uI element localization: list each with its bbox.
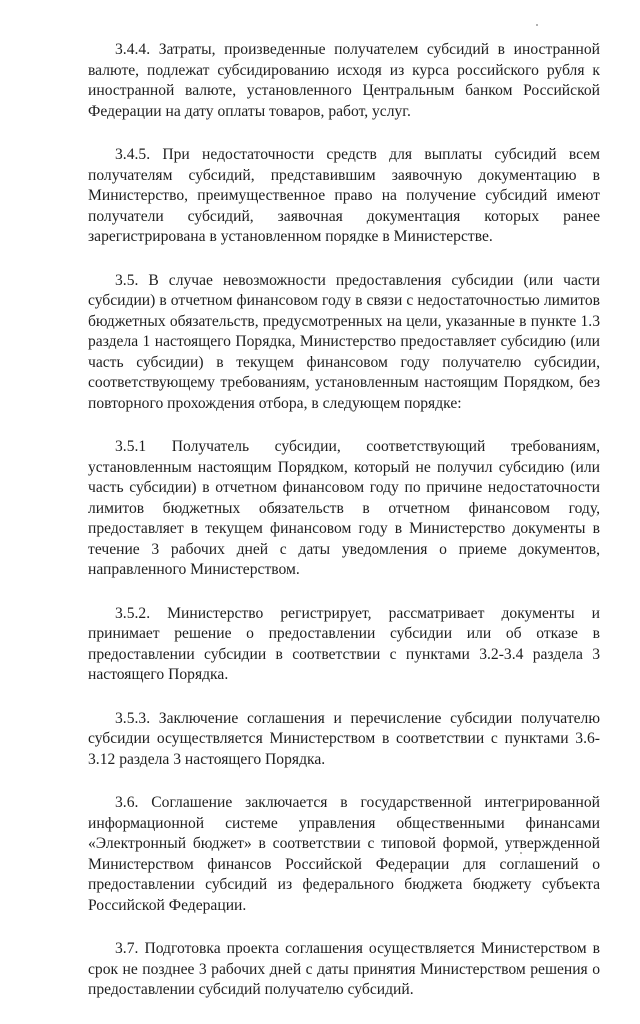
- paragraph-3-7: 3.7. Подготовка проекта соглашения осуществляется Министерством в срок не позднее 3 рабочих дней с даты принятия Министерством решения о предоставлении субсидий получателю субсидий.: [88, 940, 600, 998]
- scan-speck: [520, 852, 522, 854]
- paragraph-3-4-4: 3.4.4. Затраты, произведенные получателем субсидий в иностранной валюте, подлежат субсидированию исходя из курса российского рубля к иностранной валюте, установленного Центральным банком Российской Федерации на дату оплаты товаров, работ, услуг.: [88, 41, 600, 120]
- paragraph-3-4-5: 3.4.5. При недостаточности средств для выплаты субсидий всем получателям субсидий, представившим заявочную документацию в Министерство, преимущественное право на получение субсидий имеют получатели субсидий, заявочная документация которых ранее зарегистрирована в установленном порядке в Министерстве.: [88, 146, 600, 245]
- paragraph-3-5-3: 3.5.3. Заключение соглашения и перечисление субсидии получателю субсидии осуществляется Министерством в соответствии с пунктами 3.6-3.12 раздела 3 настоящего Порядка.: [88, 709, 600, 768]
- paragraph-3-5-2: 3.5.2. Министерство регистрирует, рассматривает документы и принимает решение о предоставлении субсидии или об отказе в предоставлении субсидии в соответствии с пунктами 3.2-3.4 раздела 3 настоящего Порядка.: [88, 604, 600, 683]
- paragraph-3-5: 3.5. В случае невозможности предоставления субсидии (или части субсидии) в отчетном финансовом году в связи с недостаточностью лимитов бюджетных обязательств, предусмотренных на цели, указанные в пункте 1.3 раздела 1 настоящего Порядка, Министерство предоставляет субсидию (или часть субсидии) в текущем финансовом году получателю субсидии, соответствующему требованиям, установленным настоящим Порядком, без повторного прохождения отбора, в следующем порядке:: [88, 271, 600, 412]
- paragraph-3-6: 3.6. Соглашение заключается в государственной интегрированной информационной системе управления общественными финансами «Электронный бюджет» в соответствии с типовой формой, утвержденной Министерством финансов Российской Федерации для соглашений о предоставлении субсидий из федерального бюджета бюджету субъекта Российской Федерации.: [88, 794, 600, 914]
- paragraph-3-5-1: 3.5.1 Получатель субсидии, соответствующий требованиям, установленным настоящим Порядком, который не получил субсидию (или часть субсидии) в отчетном финансовом году по причине недостаточности лимитов бюджетных обязательств в отчетном финансовом году, предоставляет в текущем финансовом году в Министерство документы в течение 3 рабочих дней с даты уведомления о приеме документов, направленного Министерством.: [88, 438, 600, 578]
- document-page: [88, 40, 600, 1024]
- scan-speck: [536, 24, 538, 26]
